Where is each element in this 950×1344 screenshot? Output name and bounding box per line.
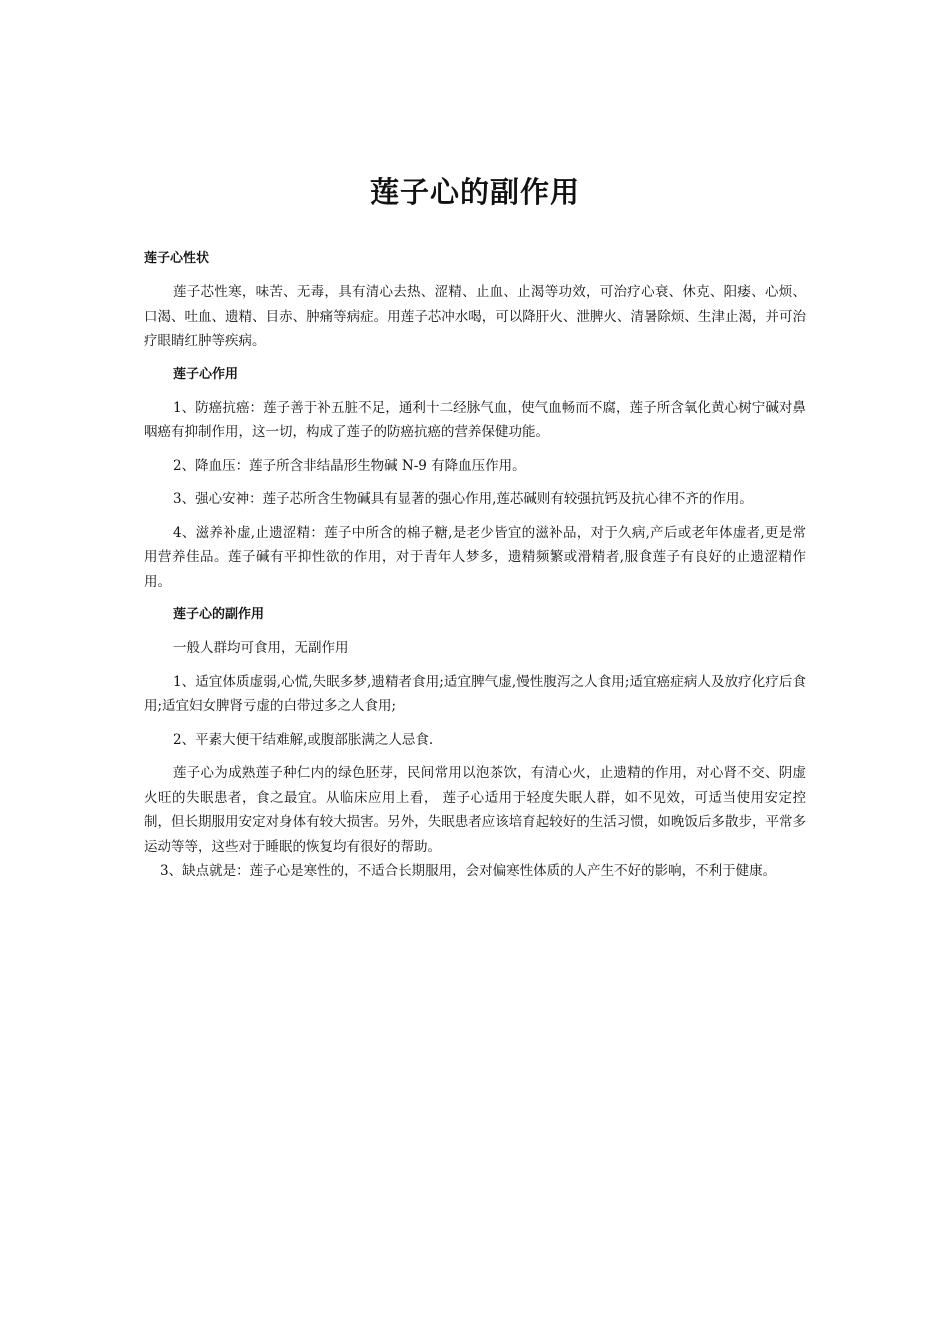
section-heading-properties: 莲子心性状 bbox=[144, 251, 210, 266]
section-heading-effects: 莲子心作用 bbox=[173, 366, 239, 382]
paragraph: 3、缺点就是：莲子心是寒性的，不适合长期服用，会对偏寒性体质的人产生不好的影响，不利于健康。 bbox=[160, 863, 777, 879]
paragraph: 2、平素大便干结难解,或腹部胀满之人忌食. bbox=[173, 731, 434, 748]
paragraph: 2、降血压：莲子所含非结晶形生物碱 N-9 有降血压作用。 bbox=[173, 457, 526, 474]
document-title: 莲子心的副作用 bbox=[369, 175, 580, 209]
paragraph: 4、滋养补虚,止遗涩精：莲子中所含的棉子糖,是老少皆宜的滋补品，对于久病,产后或老年体虚者,更是常用营养佳品。莲子碱有平抑性欲的作用，对于青年人梦多，遗精频繁或滑精者,服食莲子有良好的止遗涩精作用。 bbox=[144, 524, 806, 590]
paragraph: 一般人群均可食用，无副作用 bbox=[173, 640, 349, 656]
paragraph: 1、防癌抗癌：莲子善于补五脏不足，通利十二经脉气血，使气血畅而不腐，莲子所含氧化黄心树宁碱对鼻咽癌有抑制作用，这一切，构成了莲子的防癌抗癌的营养保健功能。 bbox=[144, 399, 806, 440]
document-body bbox=[144, 247, 806, 884]
paragraph: 莲子心为成熟莲子种仁内的绿色胚芽，民间常用以泡茶饮，有清心火，止遗精的作用，对心肾不交、阴虚火旺的失眠患者，食之最宜。从临床应用上看， 莲子心适用于轻度失眠人群，如不见效，可适当使用安定控制，但长期服用安定对身体有较大损害。另外，失眠患者应该培育起较好的生活习惯，如晚饭后多散步，平常多运动等等，这些对于睡眠的恢复均有很好的帮助。 bbox=[144, 765, 806, 855]
paragraph: 3、强心安神：莲子芯所含生物碱具有显著的强心作用,莲芯碱则有较强抗钙及抗心律不齐的作用。 bbox=[173, 491, 753, 507]
section-heading-side-effects: 莲子心的副作用 bbox=[173, 607, 265, 622]
paragraph: 1、适宜体质虚弱,心慌,失眠多梦,遗精者食用;适宜脾气虚,慢性腹泻之人食用;适宜癌症病人及放疗化疗后食用;适宜妇女脾肾亏虚的白带过多之人食用; bbox=[144, 673, 806, 714]
paragraph: 莲子芯性寒，味苦、无毒，具有清心去热、涩精、止血、止渴等功效，可治疗心衰、休克、阳痿、心烦、口渴、吐血、遗精、目赤、肿痛等病症。用莲子芯冲水喝，可以降肝火、泄脾火、清暑除烦、生津止渴，并可治疗眼睛红肿等疾病。 bbox=[144, 284, 806, 349]
